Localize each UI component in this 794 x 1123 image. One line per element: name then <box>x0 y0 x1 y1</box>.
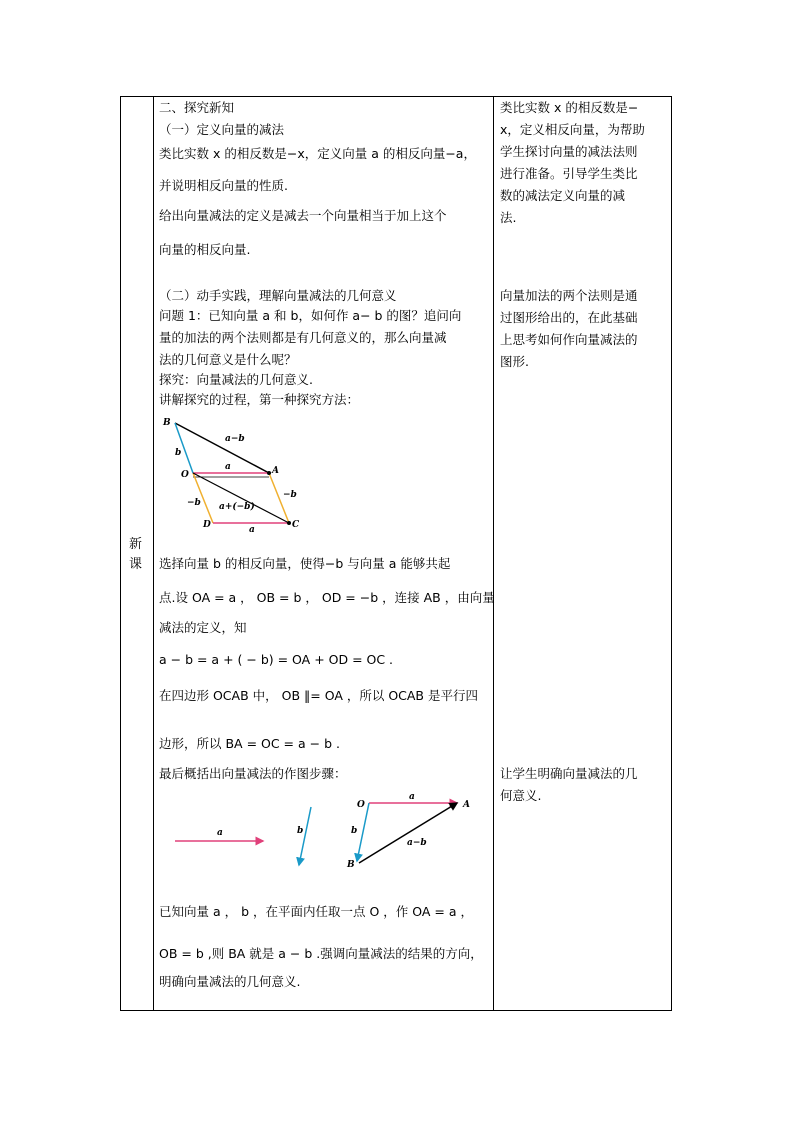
given-label-a: a <box>217 828 223 838</box>
vector-ba-2 <box>359 803 457 863</box>
teaching-note-3 <box>500 763 670 807</box>
label-point-o-2: O <box>357 800 365 810</box>
note3-line: 让学生明确向量减法的几 <box>500 766 638 781</box>
construction-diagram <box>171 787 491 877</box>
label-a-bottom: a <box>249 525 255 535</box>
label-a-2: a <box>409 792 415 802</box>
select-line3: 减法的定义，知 <box>159 620 247 635</box>
quadrilateral-line1: 在四边形 OCAB 中， OB ‖= OA ，所以 OCAB 是平行四 <box>159 688 478 703</box>
row-label-cell <box>121 97 153 1010</box>
section-heading: 二、探究新知 <box>159 100 235 115</box>
known-line1: 已知向量 a ， b ，在平面内任取一点 O ，作 OA = a ， <box>159 904 473 919</box>
label-neg-b-left: −b <box>187 498 201 508</box>
column-divider <box>493 97 494 1010</box>
label-point-c: C <box>292 520 300 530</box>
paragraph-2-line2: 向量的相反向量. <box>159 242 251 257</box>
vector-ob-2 <box>357 803 369 861</box>
note1-line: 类比实数 x 的相反数是− <box>500 100 639 115</box>
label-a-minus-b-2: a−b <box>407 838 427 848</box>
question-line3: 法的几何意义是什么呢？ <box>159 352 297 367</box>
question-line2: 量的加法的两个法则都是有几何意义的，那么向量减 <box>159 330 447 345</box>
label-point-d: D <box>203 520 211 530</box>
label-point-a: A <box>272 466 279 476</box>
parallelogram-diagram <box>159 415 309 535</box>
steps-line: 最后概括出向量减法的作图步骤： <box>159 766 347 781</box>
note2-line: 图形. <box>500 354 529 369</box>
label-b: b <box>175 448 182 458</box>
note1-line: x，定义相反向量，为帮助 <box>500 122 645 137</box>
formula-line: a − b = a + ( − b) = OA + OD = OC . <box>159 652 394 667</box>
row-label: 新课 <box>129 537 143 572</box>
paragraph-1-line2: 并说明相反向量的性质. <box>159 178 288 193</box>
subheading-1: （一）定义向量的减法 <box>159 122 285 137</box>
vector-oc <box>193 473 289 523</box>
teaching-note-2 <box>500 285 670 373</box>
note2-line: 过图形给出的，在此基础 <box>500 310 638 325</box>
teaching-note-1 <box>500 97 670 229</box>
method-line: 讲解探究的过程，第一种探究方法： <box>159 392 360 407</box>
question-line1: 问题 1：已知向量 a 和 b，如何作 a− b 的图？追问向 <box>159 308 462 323</box>
note1-line: 数的减法定义向量的减 <box>500 188 626 203</box>
note2-line: 向量加法的两个法则是通 <box>500 288 638 303</box>
known-line3: 明确向量减法的几何意义. <box>159 974 301 989</box>
label-a-minus-b: a−b <box>225 434 245 444</box>
select-line1: 选择向量 b 的相反向量，使得−b 与向量 a 能够共起 <box>159 556 451 571</box>
column-divider <box>153 97 154 1010</box>
select-line2: 点.设 OA = a ， OB = b ， OD = −b ，连接 AB ，由向量 <box>159 590 495 605</box>
paragraph-1-line1: 类比实数 x 的相反数是−x，定义向量 a 的相反向量−a， <box>159 146 476 161</box>
label-neg-b-right: −b <box>283 490 297 500</box>
point-c <box>287 521 291 525</box>
point-a <box>267 471 271 475</box>
note1-line: 进行准备。引导学生类比 <box>500 166 638 181</box>
paragraph-2-line1: 给出向量减法的定义是减去一个向量相当于加上这个 <box>159 208 447 223</box>
note3-line: 何意义. <box>500 788 542 803</box>
lesson-table <box>120 96 672 1011</box>
explore-line: 探究：向量减法的几何意义. <box>159 372 313 387</box>
note1-line: 法. <box>500 210 517 225</box>
known-line2: OB = b ,则 BA 就是 a − b .强调向量减法的结果的方向， <box>159 946 483 961</box>
note1-line: 学生探讨向量的减法法则 <box>500 144 638 159</box>
label-a-top: a <box>225 462 231 472</box>
vector-a-minus-b <box>175 423 269 473</box>
label-point-o: O <box>181 470 189 480</box>
note2-line: 上思考如何作向量减法的 <box>500 332 638 347</box>
label-a-plus-neg-b: a+(−b) <box>219 502 255 512</box>
quadrilateral-line2: 边形，所以 BA = OC = a − b . <box>159 736 340 751</box>
subheading-2: （二）动手实践，理解向量减法的几何意义 <box>159 288 397 303</box>
label-point-a-2: A <box>463 800 470 810</box>
given-vector-b <box>299 807 311 865</box>
label-point-b-2: B <box>347 860 355 870</box>
given-label-b: b <box>297 826 304 836</box>
label-b-2: b <box>351 826 358 836</box>
label-point-b: B <box>163 418 171 428</box>
